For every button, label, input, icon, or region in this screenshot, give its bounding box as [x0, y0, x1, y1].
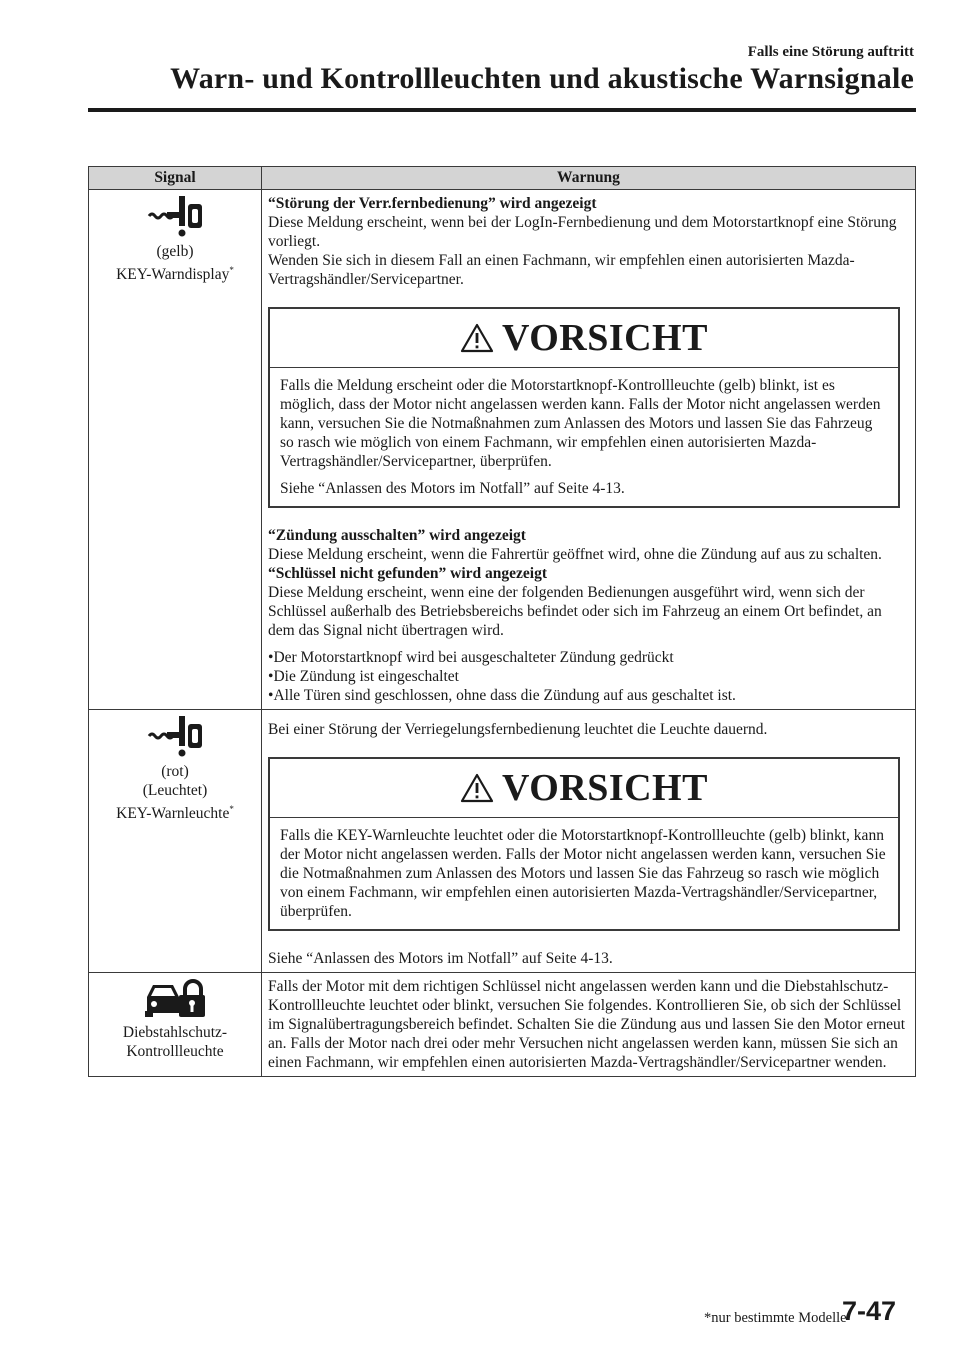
caution-body [270, 368, 898, 506]
message-heading: “Zündung ausschalten” wird angezeigt [268, 527, 526, 544]
signal-name: Kontrollleuchte [126, 1043, 224, 1060]
chapter-subtitle: Falls eine Störung auftritt [747, 44, 914, 60]
warning-triangle-icon [460, 773, 494, 803]
key-warning-icon [143, 714, 207, 758]
table-row [89, 973, 916, 1077]
signal-color-label: (gelb) [156, 243, 194, 260]
signal-cell [89, 710, 262, 973]
table-row [89, 190, 916, 710]
caution-title: VORSICHT [502, 317, 708, 359]
caution-text: Falls die Meldung erscheint oder die Motorstartknopf-Kontrollleuchte (gelb) blinkt, ist es möglich, dass der Motor nicht angelassen werden kann. Falls der Motor nicht angelassen werden kann, versuchen Sie die Notmaßnahmen zum Anlassen des Motors und lassen Sie das Fahrzeug so rasch wie möglich von einem Fachmann, wir empfehlen einen autorisierten Mazda-Vertragshändler/Servicepartner, überprüfen. [280, 377, 881, 470]
header-rule [88, 108, 916, 112]
caution-header [270, 759, 898, 818]
footnote-star: * [229, 804, 234, 814]
signal-state-label: (Leuchtet) [142, 782, 208, 799]
paragraph: Wenden Sie sich in diesem Fall an einen Fachmann, wir empfehlen einen autorisierten Mazda-Vertragshändler/Servicepartner. [268, 252, 855, 288]
signal-name: Diebstahlschutz- [122, 1024, 228, 1041]
signal-color-label: (rot) [161, 763, 189, 780]
paragraph: Diese Meldung erscheint, wenn eine der folgenden Bedienungen ausgeführt wird, wenn sich der Schlüssel außerhalb des Betriebsbereichs befindet oder sich im Fahrzeug an einem Ort befindet, an dem das Signal nicht übertragen wird. [268, 584, 882, 639]
key-warning-icon [143, 194, 207, 238]
caution-text: Falls die KEY-Warnleuchte leuchtet oder die Motorstartknopf-Kontrollleuchte (gelb) blinkt, kann der Motor nicht angelassen werden. Falls der Motor nicht angelassen werden kann, versuchen Sie die Notmaßnahmen zum Anlassen des Motors und lassen Sie das Fahrzeug so rasch wie möglich von einem Fachmann, wir empfehlen einen autorisierten Mazda-Vertragshändler/Servicepartner, überprüfen. [280, 827, 886, 920]
column-header-warning: Warnung [262, 167, 916, 190]
warning-cell [262, 190, 916, 710]
caution-box [268, 307, 900, 508]
signal-cell [89, 190, 262, 710]
table-row [89, 710, 916, 973]
warning-triangle-icon [460, 323, 494, 353]
signal-name: KEY-Warndisplay* [116, 265, 234, 284]
page-number: 7-47 [842, 1296, 897, 1326]
signal-cell [89, 973, 262, 1077]
list-item: •Die Zündung ist eingeschaltet [268, 668, 459, 685]
paragraph: Diese Meldung erscheint, wenn bei der LogIn-Fernbedienung und dem Motorstartknopf eine Störung vorliegt. [268, 214, 897, 250]
page-title: Warn- und Kontrollleuchten und akustische Warnsignale [170, 62, 914, 95]
list-item: •Der Motorstartknopf wird bei ausgeschalteter Zündung gedrückt [268, 649, 674, 666]
paragraph: Bei einer Störung der Verriegelungsfernbedienung leuchtet die Leuchte dauernd. [268, 721, 768, 738]
column-header-signal: Signal [89, 167, 262, 190]
table-header-row [89, 167, 916, 190]
caution-reference: Siehe “Anlassen des Motors im Notfall” auf Seite 4-13. [280, 480, 625, 497]
reference-text: Siehe “Anlassen des Motors im Notfall” auf Seite 4-13. [268, 950, 613, 967]
warning-table [88, 166, 916, 1077]
immobilizer-lock-icon [143, 977, 207, 1019]
footnote: *nur bestimmte Modelle [704, 1310, 847, 1326]
caution-title: VORSICHT [502, 767, 708, 809]
warning-cell [262, 973, 916, 1077]
message-heading: “Störung der Verr.fernbedienung” wird angezeigt [268, 195, 597, 212]
list-item: •Alle Türen sind geschlossen, ohne dass die Zündung auf aus geschaltet ist. [268, 687, 736, 704]
paragraph: Falls der Motor mit dem richtigen Schlüssel nicht angelassen werden kann und die Diebstahlschutz-Kontrollleuchte leuchtet oder blinkt, versuchen Sie folgendes. Kontrollieren Sie, ob sich der Schlüssel im Signalübertragungsbereich befindet. Schalten Sie die Zündung aus und lassen Sie den Motor erneut an. Falls der Motor nach drei oder mehr Versuchen nicht angelassen werden kann, müssen Sie sich an einen Fachmann, wir empfehlen einen autorisierten Mazda-Vertragshändler/Servicepartner wenden. [268, 978, 906, 1071]
caution-box [268, 757, 900, 931]
paragraph: Diese Meldung erscheint, wenn die Fahrertür geöffnet wird, ohne die Zündung auf aus zu schalten. [268, 546, 882, 563]
signal-name: KEY-Warnleuchte* [116, 804, 234, 823]
footnote-star: * [229, 265, 234, 275]
warning-cell [262, 710, 916, 973]
caution-header [270, 309, 898, 368]
message-heading: “Schlüssel nicht gefunden” wird angezeigt [268, 565, 548, 582]
caution-body [270, 818, 898, 929]
